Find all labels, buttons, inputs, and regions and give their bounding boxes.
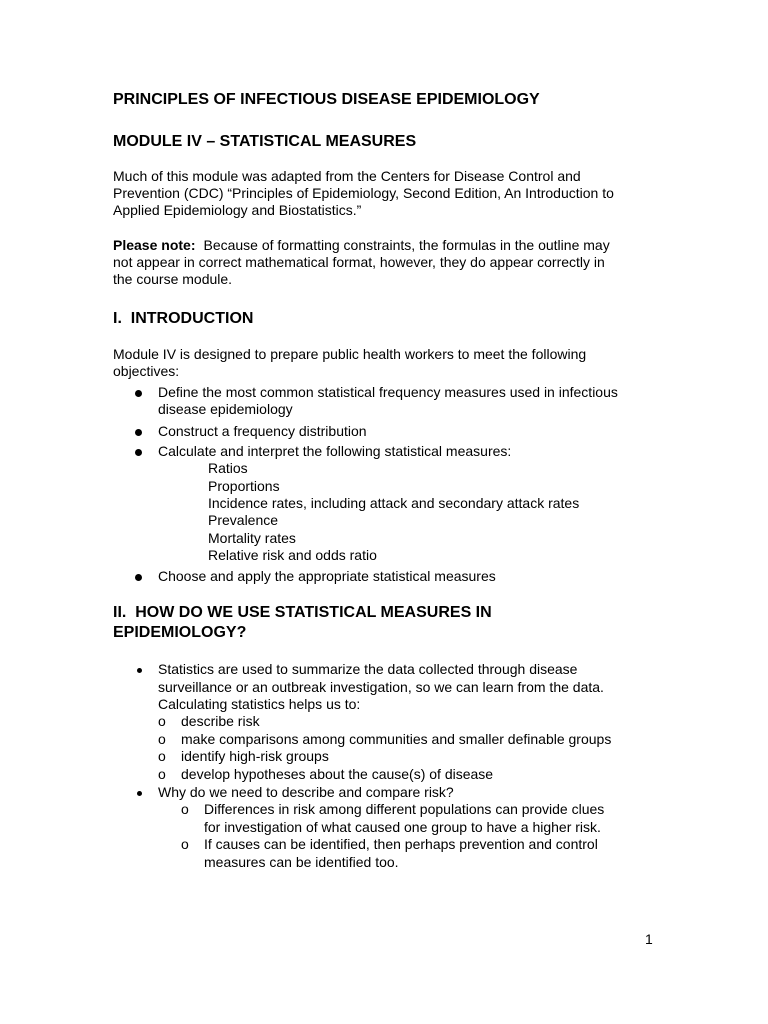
please-note-line: not appear in correct mathematical format, however, they do appear correctly in <box>113 254 605 270</box>
sub-point-text: develop hypotheses about the cause(s) of disease <box>181 766 494 782</box>
please-note-line: the course module. <box>113 271 233 287</box>
section-intro-line: Module IV is designed to prepare public health workers to meet the following <box>113 346 587 362</box>
section-heading: I. INTRODUCTION <box>113 310 254 327</box>
please-note-line <box>113 237 610 254</box>
objective-text: Construct a frequency distribution <box>158 423 367 439</box>
bullet-icon <box>135 449 142 456</box>
sub-point-text: If causes can be identified, then perhaps prevention and control <box>204 836 598 852</box>
measure-item: Incidence rates, including attack and secondary attack rates <box>208 495 580 511</box>
adaptation-line: Much of this module was adapted from the Centers for Disease Control and <box>113 168 581 184</box>
sub-point-text: describe risk <box>181 713 260 729</box>
measure-item: Mortality rates <box>208 530 296 546</box>
circle-marker-icon: o <box>158 748 166 764</box>
page-number: 1 <box>645 931 653 947</box>
objective-text: Define the most common statistical frequency measures used in infectious <box>158 384 618 400</box>
point-text: Why do we need to describe and compare risk? <box>158 784 454 800</box>
circle-marker-icon: o <box>158 731 166 747</box>
circle-marker-icon: o <box>158 713 166 729</box>
sub-point-text: make comparisons among communities and smaller definable groups <box>181 731 612 747</box>
sub-point-text: measures can be identified too. <box>204 854 399 870</box>
bullet-icon <box>137 668 142 673</box>
objective-text: Choose and apply the appropriate statistical measures <box>158 568 496 584</box>
section-heading: II. HOW DO WE USE STATISTICAL MEASURES IN <box>113 604 492 621</box>
bullet-icon <box>137 791 142 796</box>
measure-item: Ratios <box>208 460 248 476</box>
section-intro-line: objectives: <box>113 363 180 379</box>
bullet-icon <box>135 574 142 581</box>
point-text: Calculating statistics helps us to: <box>158 696 361 712</box>
adaptation-line: Applied Epidemiology and Biostatistics.” <box>113 202 362 218</box>
circle-marker-icon: o <box>181 836 189 852</box>
measure-item: Prevalence <box>208 512 279 528</box>
please-note-text: Because of formatting constraints, the formulas in the outline may <box>203 237 610 253</box>
measure-item: Relative risk and odds ratio <box>208 547 377 563</box>
adaptation-line: Prevention (CDC) “Principles of Epidemiology, Second Edition, An Introduction to <box>113 185 614 201</box>
sub-point-text: identify high-risk groups <box>181 748 329 764</box>
module-title: MODULE IV – STATISTICAL MEASURES <box>113 133 417 150</box>
section-heading: EPIDEMIOLOGY? <box>113 624 247 641</box>
please-note-label: Please note: <box>113 237 196 253</box>
circle-marker-icon: o <box>181 801 189 817</box>
sub-point-text: Differences in risk among different populations can provide clues <box>204 801 605 817</box>
circle-marker-icon: o <box>158 766 166 782</box>
measure-item: Proportions <box>208 478 280 494</box>
sub-point-text: for investigation of what caused one group to have a higher risk. <box>204 819 601 835</box>
bullet-icon <box>135 429 142 436</box>
page-title: PRINCIPLES OF INFECTIOUS DISEASE EPIDEMIOLOGY <box>113 91 540 108</box>
objective-text: Calculate and interpret the following statistical measures: <box>158 443 512 459</box>
point-text: Statistics are used to summarize the data collected through disease <box>158 661 578 677</box>
bullet-icon <box>135 390 142 397</box>
point-text: surveillance or an outbreak investigation, so we can learn from the data. <box>158 679 604 695</box>
objective-text: disease epidemiology <box>158 401 293 417</box>
